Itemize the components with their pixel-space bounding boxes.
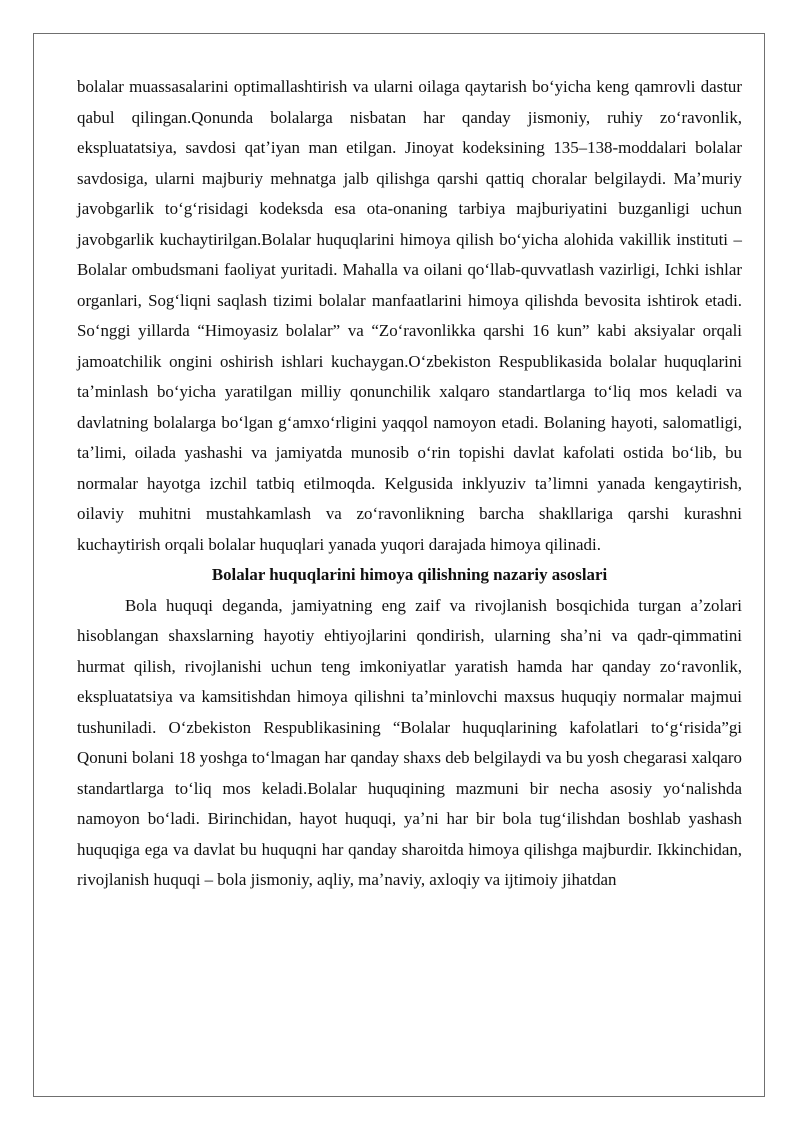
section-heading: Bolalar huquqlarini himoya qilishning nazariy asoslari bbox=[211, 565, 608, 584]
document-body bbox=[77, 72, 742, 896]
body-paragraph: Bola huquqi deganda, jamiyatning eng zaif va rivojlanish bosqichida turgan aʼzolari hisoblangan shaxslarning hayotiy ehtiyojlarini qondirish, ularning shaʼni va qadr-qimmatini hurmat qilish, rivojlanishi uchun teng imkoniyatlar yaratish hamda har qanday zoʻravonlik, ekspluatatsiya va kamsitishdan himoya qilishni taʼminlovchi maxsus huquqiy normalar majmui tushuniladi. Oʻzbekiston Respublikasining “Bolalar huquqlarining kafolatlari toʻgʻrisida”gi Qonuni bolani 18 yoshga toʻlmagan har qanday shaxs deb belgilaydi va bu yosh chegarasi xalqaro standartlarga toʻliq mos keladi.Bolalar huquqining mazmuni bir necha asosiy yoʻnalishda namoyon boʻladi. Birinchidan, hayot huquqi, yaʼni har bir bola tugʻilishdan boshlab yashash huquqiga ega va davlat bu huquqni har qanday sharoitda himoya qilishga majburdir. Ikkinchidan, rivojlanish huquqi – bola jismoniy, aqliy, maʼnaviy, axloqiy va ijtimoiy jihatdan bbox=[77, 595, 742, 889]
body-paragraph: bolalar muassasalarini optimallashtirish va ularni oilaga qaytarish boʻyicha keng qamrovli dastur qabul qilingan.Qonunda bolalarga nisbatan har qanday jismoniy, ruhiy zoʻravonlik, ekspluatatsiya, savdosi qatʼiyan man etilgan. Jinoyat kodeksining 135–138-moddalari bolalar savdosiga, ularni majburiy mehnatga jalb qilishga qarshi qattiq choralar belgilaydi. Maʼmuriy javobgarlik toʻgʻrisidagi kodeksda esa ota-onaning tarbiya majburiyatini buzganligi uchun javobgarlik kuchaytirilgan.Bolalar huquqlarini himoya qilish boʻyicha alohida vakillik instituti – Bolalar ombudsmani faoliyat yuritadi. Mahalla va oilani qoʻllab-quvvatlash vazirligi, Ichki ishlar organlari, Sogʻliqni saqlash tizimi bolalar manfaatlarini himoya qilishda bevosita ishtirok etadi. Soʻnggi yillarda “Himoyasiz bolalar” va “Zoʻravonlikka qarshi 16 kun” kabi aksiyalar orqali jamoatchilik ongini oshirish ishlari kuchaygan.Oʻzbekiston Respublikasida bolalar huquqlarini taʼminlash boʻyicha yaratilgan milliy qonunchilik xalqaro standartlarga toʻliq mos keladi va davlatning bolalarga boʻlgan gʻamxoʻrligini yaqqol namoyon etadi. Bolaning hayoti, salomatligi, taʼlimi, oilada yashashi va jamiyatda munosib oʻrin topishi davlat kafolati ostida boʻlib, bu normalar hayotga izchil tatbiq etilmoqda. Kelgusida inklyuziv taʼlimni yanada kengaytirish, oilaviy muhitni mustahkamlash va zoʻravonlikning barcha shakllariga qarshi kurashni kuchaytirish orqali bolalar huquqlari yanada yuqori darajada himoya qilinadi. bbox=[77, 77, 742, 554]
